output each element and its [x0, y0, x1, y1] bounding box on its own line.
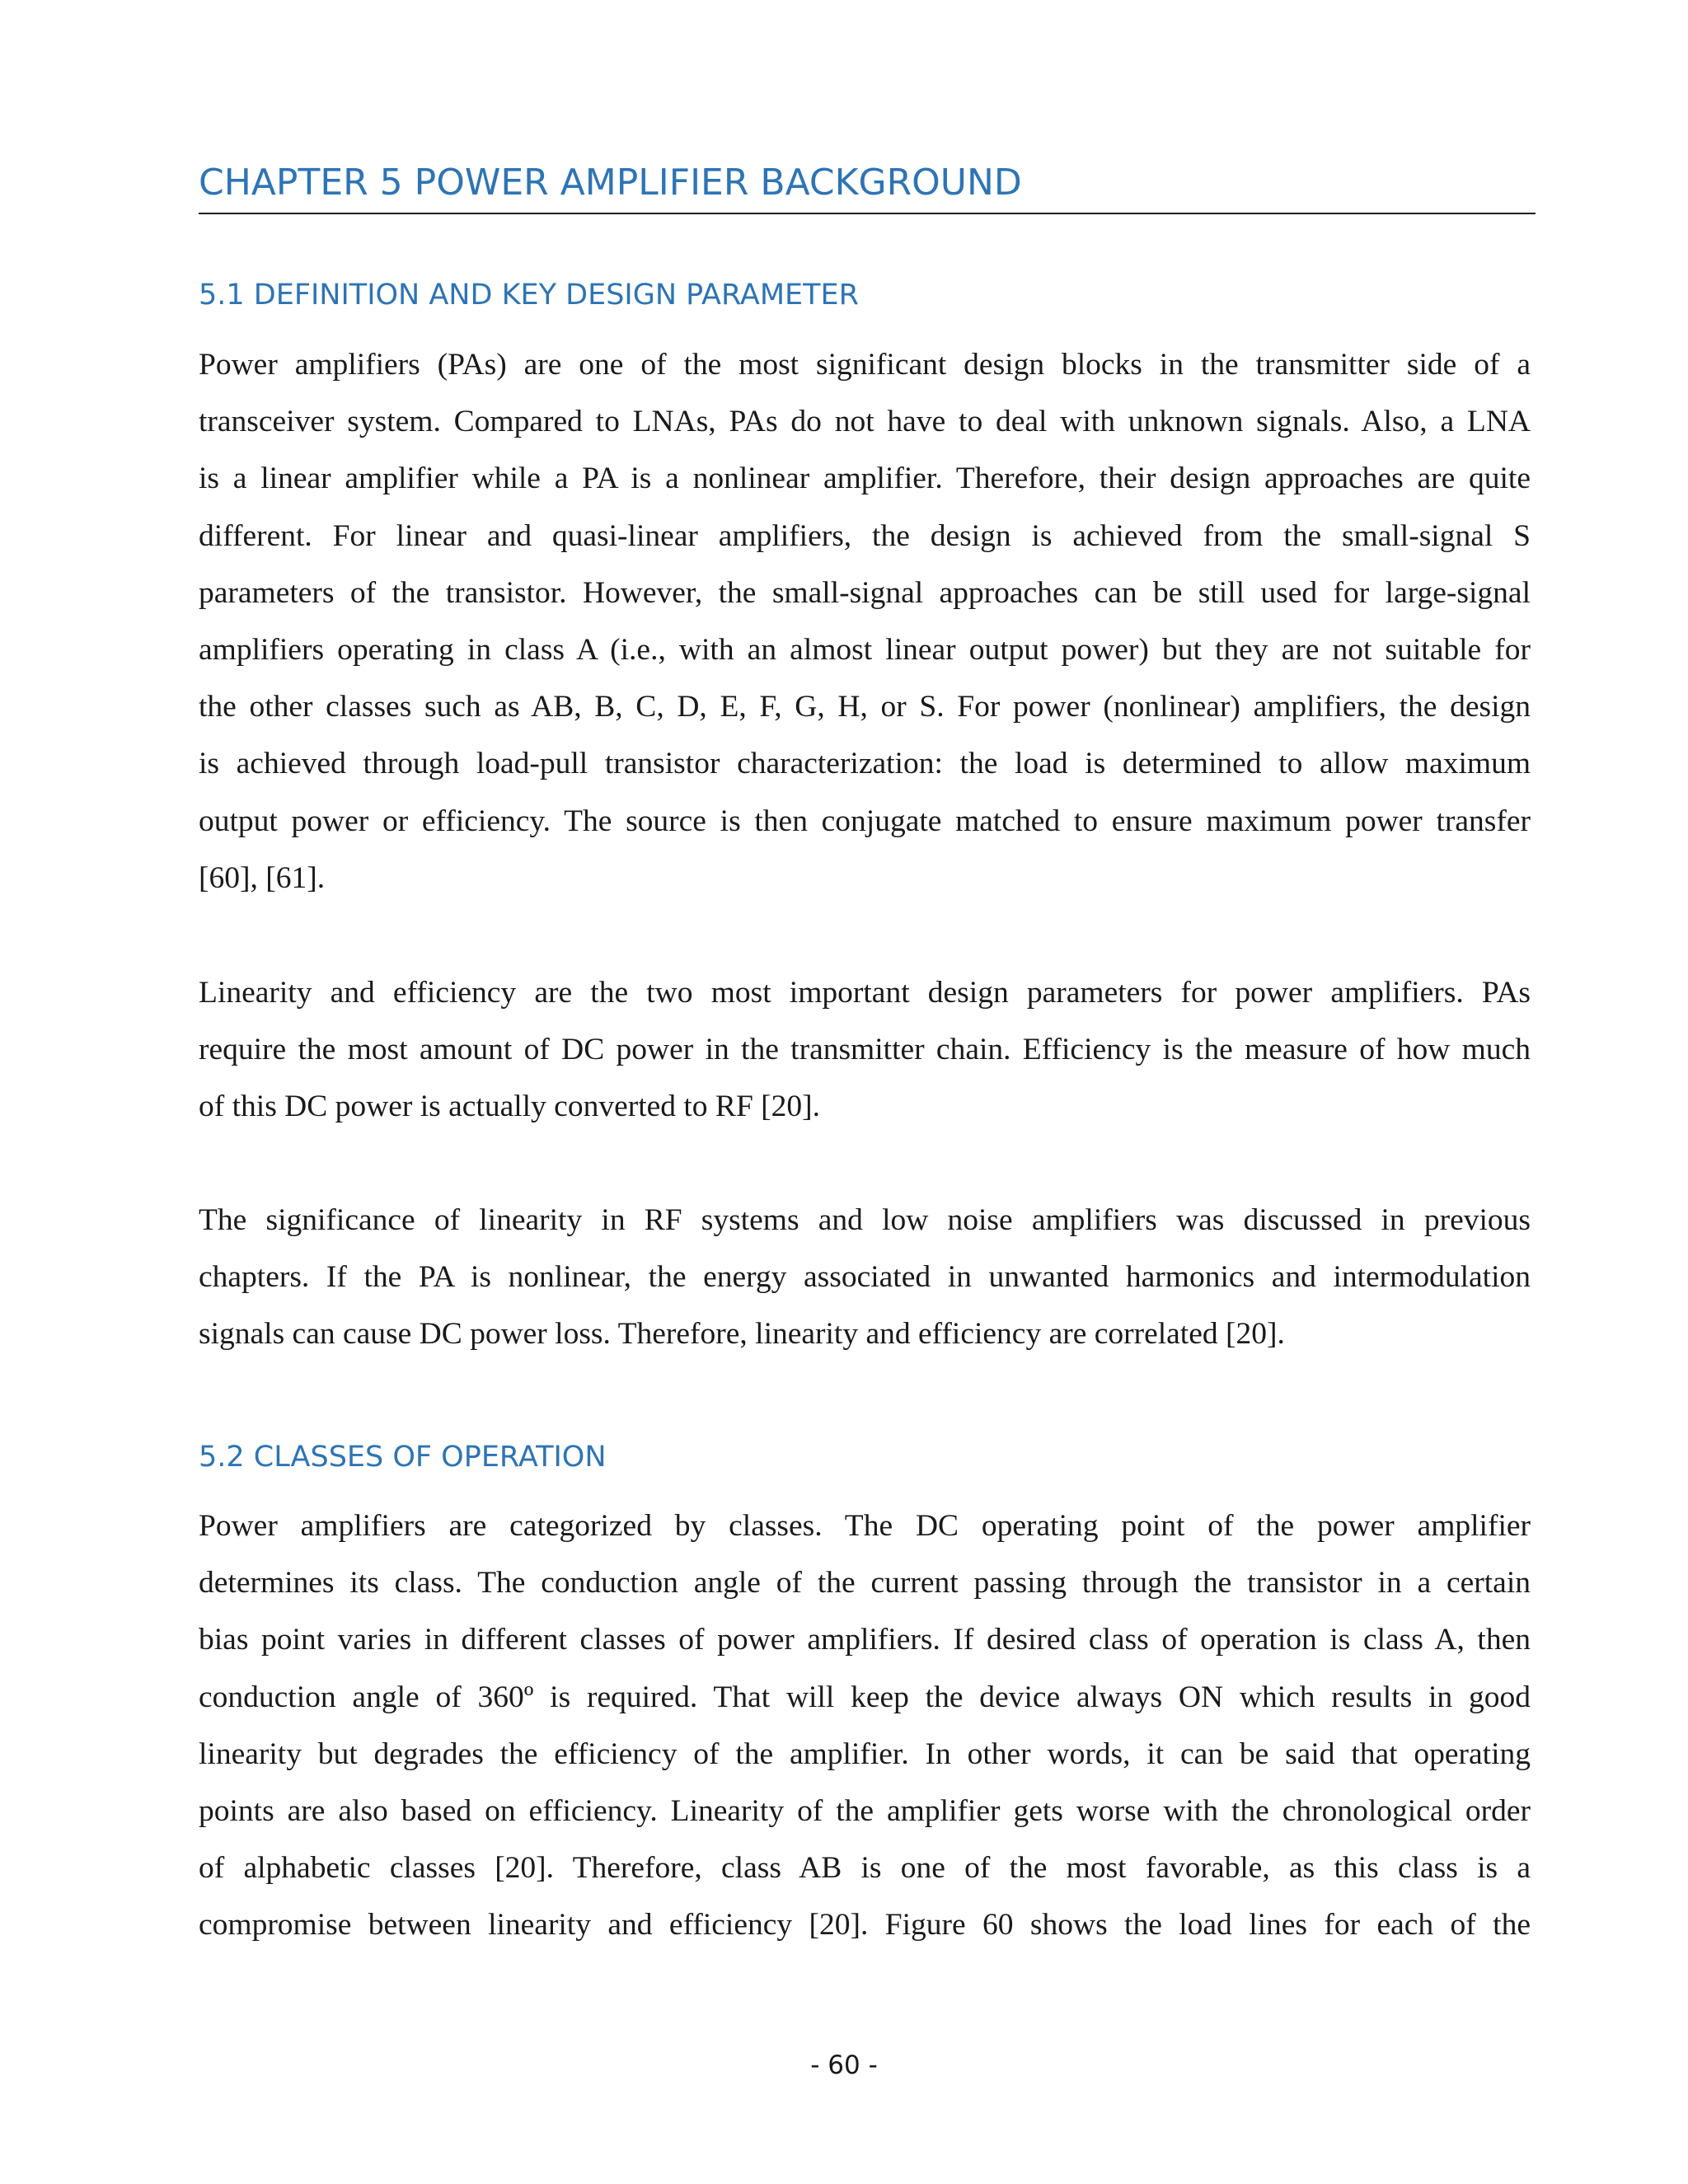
text-line: Power amplifiers (PAs) are one of the most significant design blocks in the transmitter side of a [199, 348, 1531, 382]
chapter-title: CHAPTER 5 POWER AMPLIFIER BACKGROUND [199, 158, 1536, 214]
text-line: is a linear amplifier while a PA is a nonlinear amplifier. Therefore, their design approaches are quite [199, 462, 1531, 496]
text-line: The significance of linearity in RF systems and low noise amplifiers was discussed in previous [199, 1203, 1531, 1237]
text-line: points are also based on efficiency. Linearity of the amplifier gets worse with the chronological order [199, 1793, 1531, 1828]
text-line: determines its class. The conduction angle of the current passing through the transistor in a certain [199, 1566, 1531, 1601]
text-line: is achieved through load-pull transistor characterization: the load is determined to allow maximum [199, 747, 1531, 781]
paragraph-linearity-significance [199, 1192, 1531, 1363]
text-line: different. For linear and quasi-linear amplifiers, the design is achieved from the small-signal S [199, 518, 1531, 553]
section-heading-5-2: 5.2 CLASSES OF OPERATION [199, 1441, 607, 1474]
paragraph-classes-of-operation [199, 1497, 1531, 1954]
text-line: output power or efficiency. The source is then conjugate matched to ensure maximum power transfer [199, 804, 1531, 838]
paragraph-pa-definition [199, 336, 1531, 907]
text-line: bias point varies in different classes of power amplifiers. If desired class of operation is class A, then [199, 1623, 1531, 1657]
text-line: of this DC power is actually converted to RF [20]. [199, 1090, 821, 1124]
text-line: signals can cause DC power loss. Therefore, linearity and efficiency are correlated [20]. [199, 1317, 1285, 1352]
text-line: linearity but degrades the efficiency of the amplifier. In other words, it can be said that operating [199, 1736, 1531, 1771]
text-line: Power amplifiers are categorized by classes. The DC operating point of the power amplifier [199, 1509, 1531, 1543]
text-line: amplifiers operating in class A (i.e., with an almost linear output power) but they are not suitable for [199, 632, 1531, 667]
text-line: [60], [61]. [199, 860, 326, 895]
text-line: transceiver system. Compared to LNAs, PAs do not have to deal with unknown signals. Also, a LNA [199, 405, 1531, 439]
text-line: conduction angle of 360º is required. That will keep the device always ON which results in good [199, 1680, 1531, 1714]
paragraph-linearity-efficiency [199, 964, 1531, 1136]
text-line: compromise between linearity and efficiency [20]. Figure 60 shows the load lines for each of the [199, 1908, 1531, 1943]
text-line: require the most amount of DC power in the transmitter chain. Efficiency is the measure of how much [199, 1033, 1531, 1067]
text-line: chapters. If the PA is nonlinear, the energy associated in unwanted harmonics and intermodulation [199, 1260, 1531, 1295]
text-line: parameters of the transistor. However, the small-signal approaches can be still used for large-signal [199, 575, 1531, 610]
text-line: of alphabetic classes [20]. Therefore, class AB is one of the most favorable, as this class is a [199, 1851, 1531, 1886]
section-heading-5-1: 5.1 DEFINITION AND KEY DESIGN PARAMETER [199, 279, 859, 312]
page-number: - 60 - [810, 2050, 878, 2080]
text-line: Linearity and efficiency are the two most important design parameters for power amplifiers. PAs [199, 976, 1531, 1010]
text-line: the other classes such as AB, B, C, D, E, F, G, H, or S. For power (nonlinear) amplifiers, the design [199, 690, 1531, 724]
